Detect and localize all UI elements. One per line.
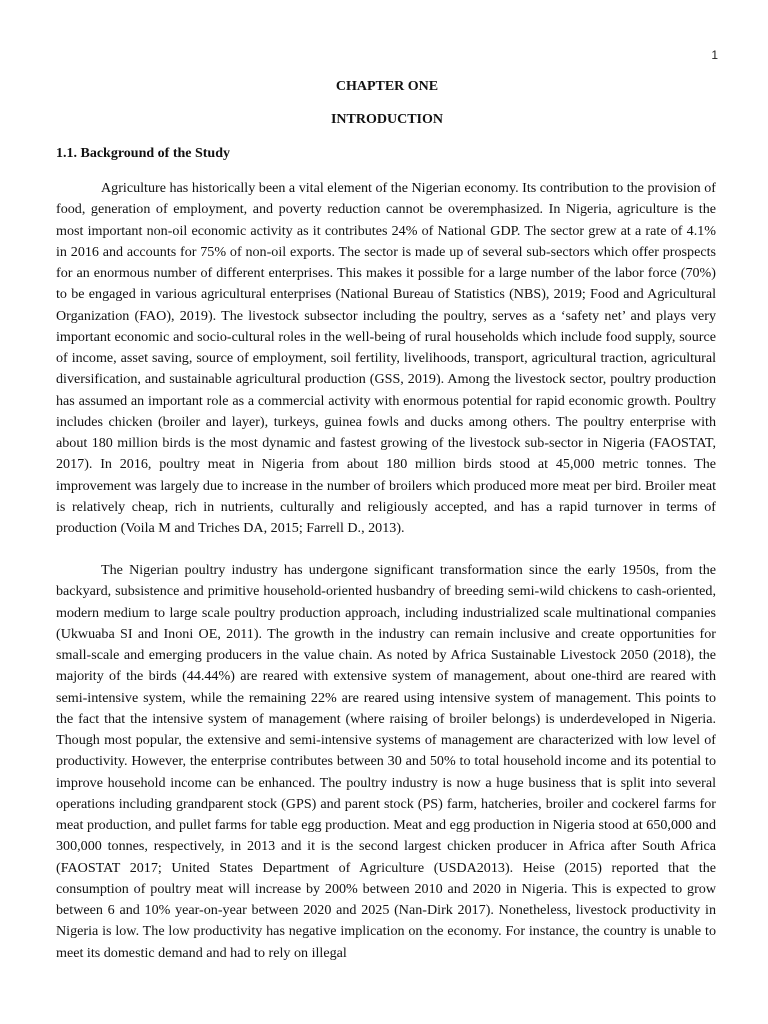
body-paragraph-1: Agriculture has historically been a vital element of the Nigerian economy. Its contribution to the provision of food, generation of employment, and poverty reduction cannot be overemphasized. In Nigeria, agriculture is the most important non-oil economic activity as it contributes 24% of National GDP. The sector grew at a rate of 4.1% in 2016 and accounts for 75% of non-oil exports. The sector is made up of several sub-sectors which offer prospects for an enormous number of different enterprises. This makes it possible for a large number of the labor force (70%) to be engaged in various agricultural enterprises (National Bureau of Statistics (NBS), 2019; Food and Agricultural Organization (FAO), 2019). The livestock subsector including the poultry, serves as a ‘safety net’ and plays very important economic and socio-cultural roles in the well-being of rural households which include food supply, source of income, asset saving, source of employment, soil fertility, livelihoods, transport, agricultural traction, agricultural diversification, and sustainable agricultural production (GSS, 2019). Among the livestock sector, poultry production has assumed an important role as a commercial activity with enormous potential for rapid economic growth. Poultry includes chicken (broiler and layer), turkeys, guinea fowls and ducks among others. The poultry enterprise with about 180 million birds is the most dynamic and fastest growing of the livestock sub-sector in Nigeria (FAOSTAT, 2017). In 2016, poultry meat in Nigeria from about 180 million birds stood at 45,000 metric tonnes. The improvement was largely due to increase in the number of broilers which produced more meat per bird. Broiler meat is relatively cheap, rich in nutrients, culturally and religiously accepted, and has a rapid turnover in terms of production (Voila M and Triches DA, 2015; Farrell D., 2013).: [56, 180, 716, 536]
body-paragraph-2: The Nigerian poultry industry has undergone significant transformation since the early 1950s, from the backyard, subsistence and primitive household-oriented husbandry of breeding semi-wild chickens to cash-oriented, modern medium to large scale poultry production approach, including industrialized scale multinational companies (Ukwuaba SI and Inoni OE, 2011). The growth in the industry can remain inclusive and create opportunities for small-scale and emerging producers in the value chain. As noted by Africa Sustainable Livestock 2050 (2018), the majority of the birds (44.44%) are reared with extensive system of management, about one-third are reared with semi-intensive system, while the remaining 22% are reared using intensive system of management. This points to the fact that the intensive system of management (where raising of broiler belongs) is underdeveloped in Nigeria. Though most popular, the extensive and semi-intensive systems of management are characterized with low level of productivity. However, the enterprise contributes between 30 and 50% to total household income and its potential to improve household income can be enhanced. The poultry industry is now a huge business that is split into several operations including grandparent stock (GPS) and parent stock (PS) farm, hatcheries, broiler and cockerel farms for meat production, and pullet farms for table egg production. Meat and egg production in Nigeria stood at 650,000 and 300,000 tonnes, respectively, in 2013 and it is the second largest chicken producer in Africa after South Africa (FAOSTAT 2017; United States Department of Agriculture (USDA2013). Heise (2015) reported that the consumption of poultry meat will increase by 200% between 2010 and 2020 in Nigeria. This is expected to grow between 6 and 10% year-on-year between 2020 and 2025 (Nan-Dirk 2017). Nonetheless, livestock productivity in Nigeria is low. The low productivity has negative implication on the economy. For instance, the country is unable to meet its domestic demand and had to rely on illegal: [56, 562, 716, 961]
page-number: 1: [711, 48, 718, 62]
section-heading: 1.1. Background of the Study: [56, 146, 231, 161]
chapter-title: INTRODUCTION: [330, 112, 443, 127]
chapter-heading: CHAPTER ONE: [335, 79, 439, 94]
